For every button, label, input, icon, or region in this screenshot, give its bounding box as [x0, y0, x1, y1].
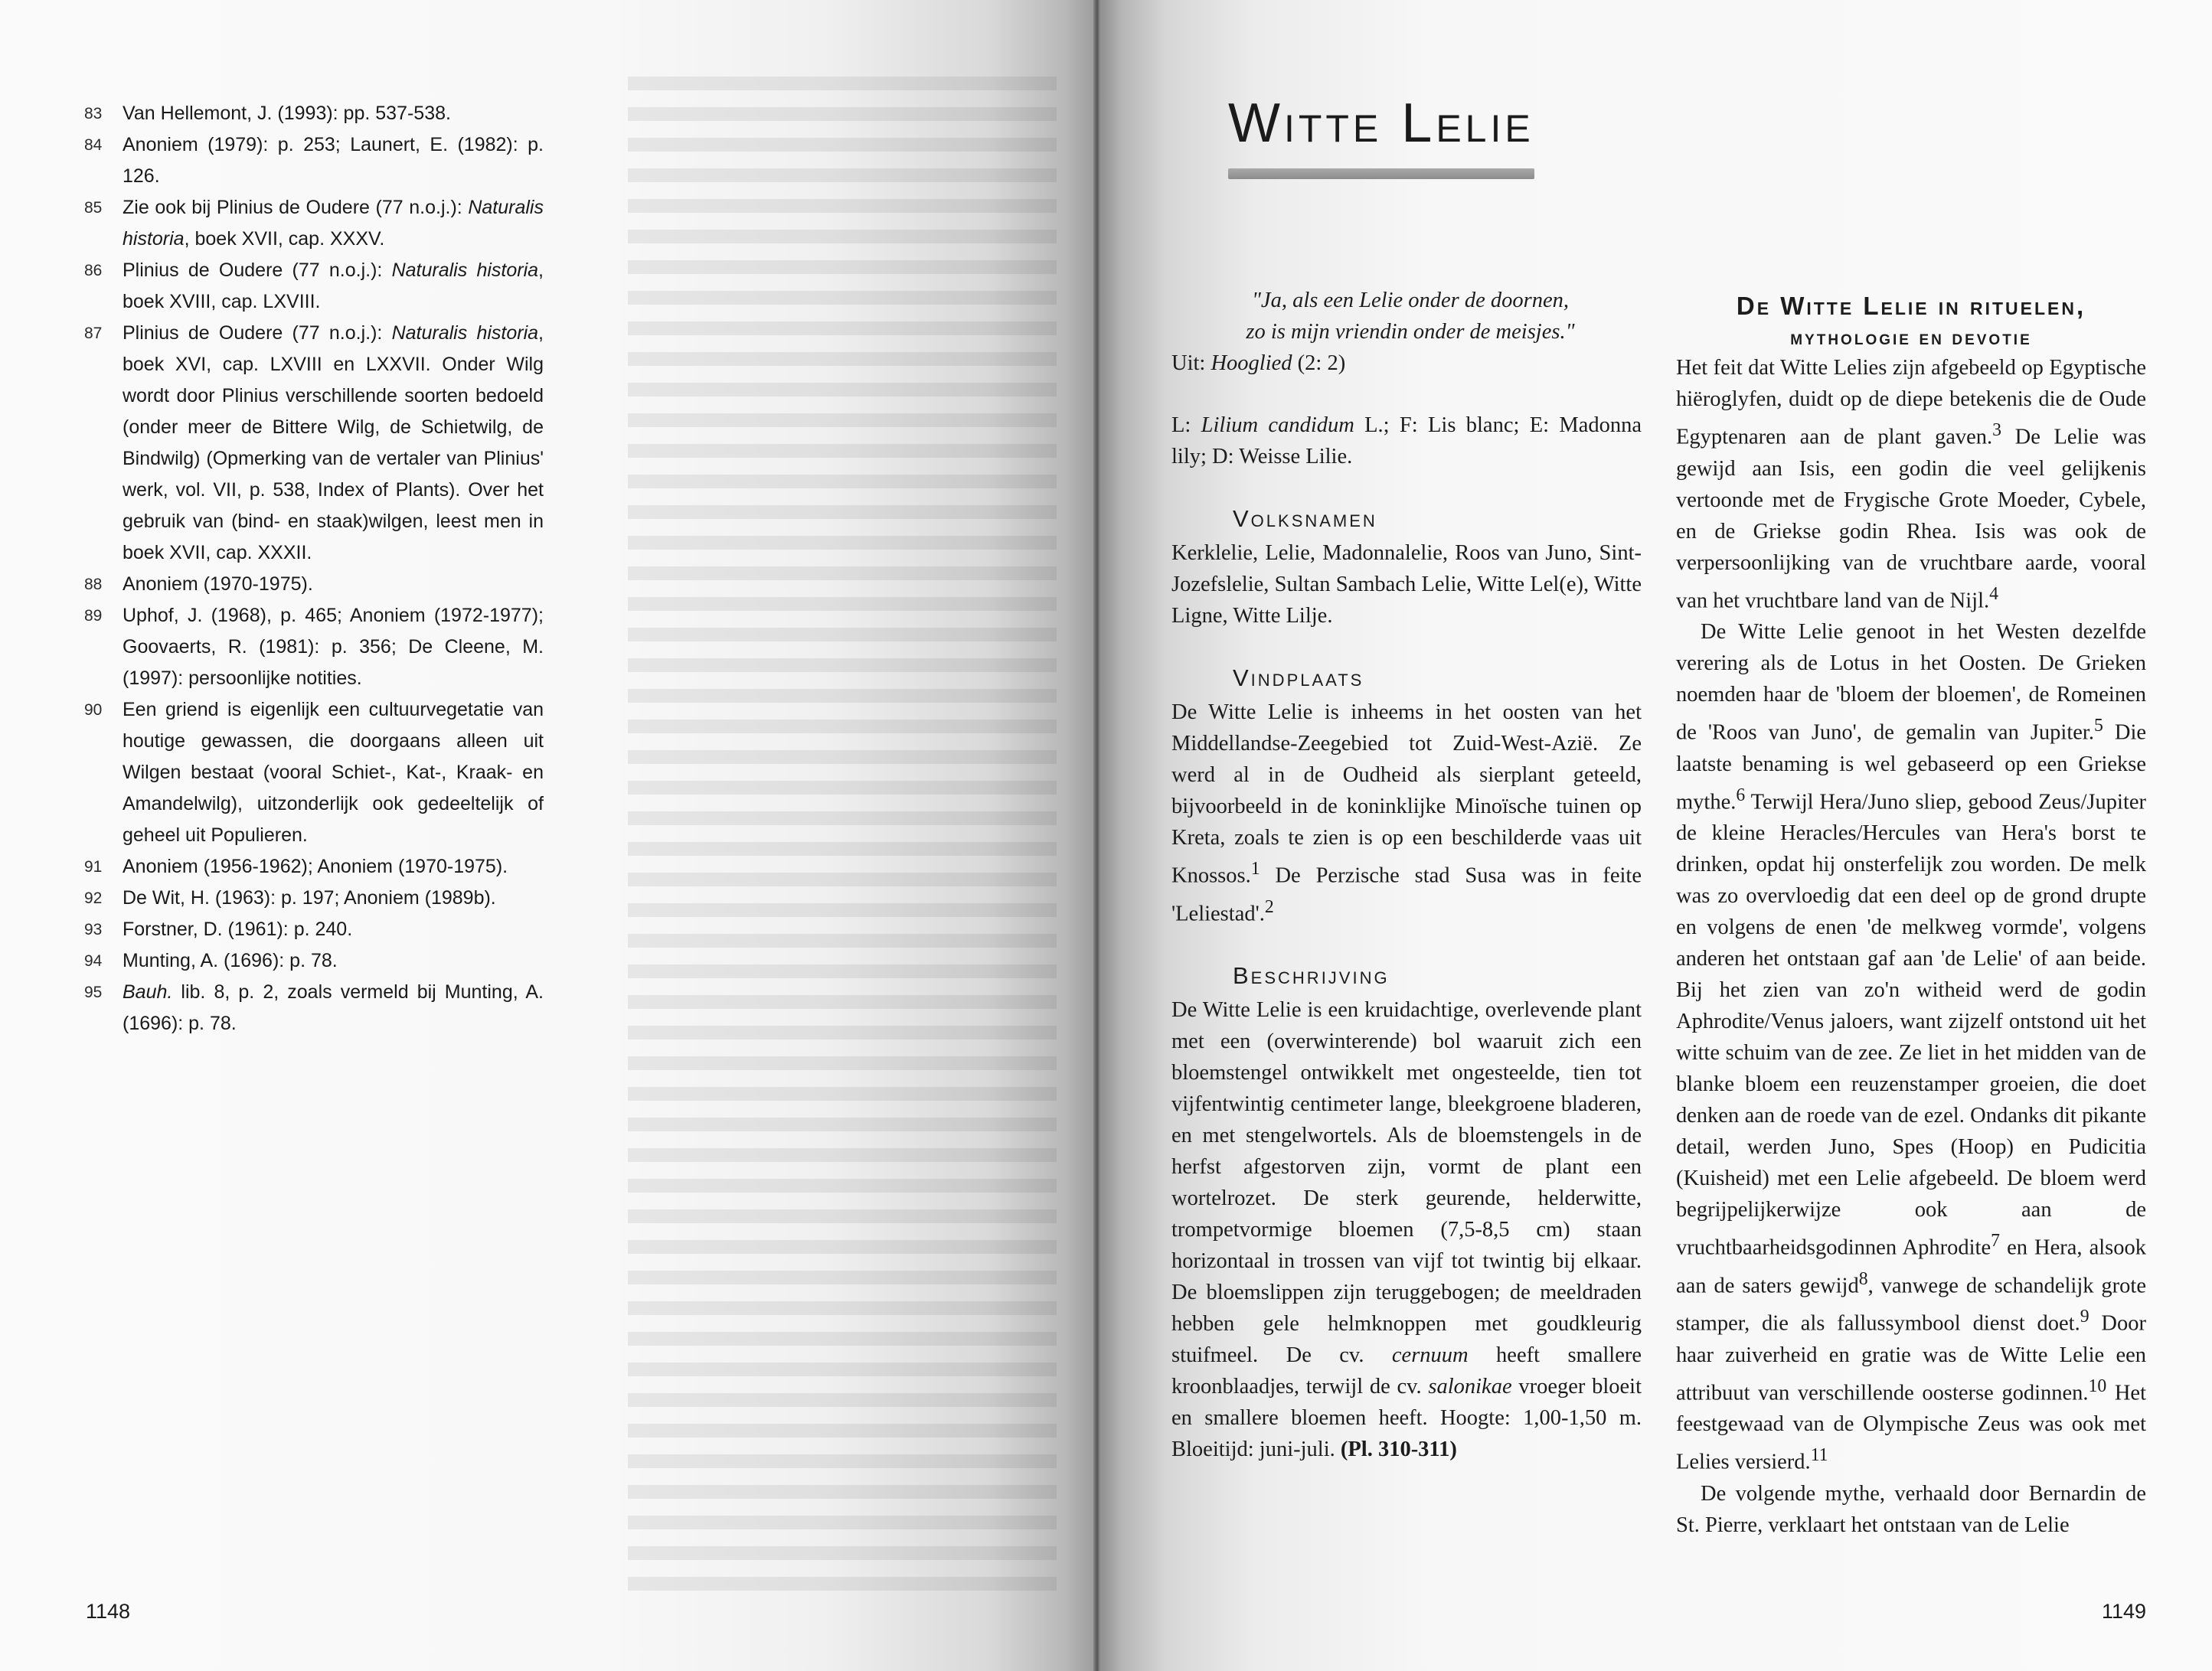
footnote-item: [84, 694, 544, 851]
paragraph-text: De Witte Lelie genoot in het Westen dezelfde verering als de Lotus in het Oosten. De Grieken noemden haar de 'bloem der bloemen', de Romeinen de 'Roos van Juno', de gemalin van Jupiter.: [1676, 620, 2146, 745]
footnote-item: [84, 914, 544, 945]
footnote-text: Forstner, D. (1961): p. 240.: [123, 919, 353, 940]
footnote-number: 87: [84, 325, 103, 342]
beschrijving-text: [1171, 994, 1642, 1465]
footnote-item: [84, 945, 544, 977]
footnote-text: De Wit, H. (1963): p. 197; Anoniem (1989b).: [123, 887, 496, 909]
epigraph-source-title: Hooglied: [1211, 351, 1292, 375]
footnote-text-before: Plinius de Oudere (77 n.o.j.):: [123, 322, 392, 344]
footnote-text: Anoniem (1970-1975).: [123, 573, 313, 595]
footnote-text: [123, 255, 544, 318]
beschrijving-text-2: heeft smallere kroonblaadjes, terwijl de cv.: [1171, 1343, 1642, 1398]
paragraph-text: De Lelie was gewijd aan Isis, een godin die veel gelijkenis vertoonde met de Frygische Grote Moeder, Cybele, en de Griekse godin Rhea. Isis was ook de verpersoonlijking van de vruchtbare aarde, vooral van het vruchtbare land van de Nijl.: [1676, 425, 2146, 612]
footnote-text-after: , boek XVII, cap. XXXV.: [184, 228, 385, 250]
latin-rest: L.; F: Lis blanc; E: Madonna lily; D: Weisse Lilie.: [1171, 413, 1642, 468]
footnote-ref: 10: [2088, 1376, 2107, 1396]
footnotes-list: [84, 98, 544, 1039]
footnote-item: [84, 883, 544, 914]
epigraph-source-label: Uit:: [1171, 351, 1211, 375]
footnote-item: [84, 977, 544, 1039]
beschrijving-text-3: vroeger bloeit en smallere bloemen heeft. Hoogte: 1,00-1,50 m. Bloeitijd: juni-juli.: [1171, 1375, 1642, 1461]
paragraph-text: Het feestgewaad van de Olympische Zeus was ook met Lelies versierd.: [1676, 1381, 2147, 1474]
rituelen-paragraph-3: De volgende mythe, verhaald door Bernardin de St. Pierre, verklaart het ontstaan van de Lelie: [1676, 1481, 2146, 1537]
epigraph-line-2: zo is mijn vriendin onder de meisjes.": [1246, 320, 1575, 344]
right-column-2: [1676, 289, 2146, 1541]
heading-rituelen-line-2: mythologie en devotie: [1790, 326, 2032, 349]
latin-names: [1171, 410, 1642, 472]
footnote-item: [84, 255, 544, 318]
latin-binomial: Lilium candidum: [1201, 413, 1354, 437]
footnote-item: [84, 569, 544, 600]
footnote-work-title: Bauh.: [123, 981, 173, 1003]
footnote-text: [123, 977, 544, 1039]
heading-rituelen-line-1: De Witte Lelie in rituelen,: [1736, 292, 2086, 320]
heading-vindplaats: Vindplaats: [1233, 664, 1364, 691]
title-rule: [1228, 168, 1534, 179]
plate-reference: (Pl. 310-311): [1340, 1438, 1457, 1461]
footnote-ref: 4: [1989, 583, 1999, 604]
footnote-item: [84, 600, 544, 694]
paragraph-text: en Hera, alsook aan de saters gewijd: [1676, 1235, 2146, 1297]
footnote-ref: 6: [1736, 785, 1746, 805]
footnote-ref: 3: [1992, 420, 2002, 440]
footnote-text: Uphof, J. (1968), p. 465; Anoniem (1972-1977); Goovaerts, R. (1981): p. 356; De Cleene, M. (1997): persoonlijke notities.: [123, 605, 544, 689]
footnote-text-before: Zie ook bij Plinius de Oudere (77 n.o.j.):: [123, 197, 469, 218]
footnote-item: [84, 192, 544, 255]
rituelen-paragraph-2: [1676, 616, 2146, 1478]
footnote-ref: 8: [1858, 1268, 1868, 1289]
footnote-text: [123, 318, 544, 569]
rituelen-paragraph-1: [1676, 352, 2146, 616]
footnote-ref: 9: [2080, 1307, 2089, 1327]
footnote-text-before: Plinius de Oudere (77 n.o.j.):: [123, 259, 392, 281]
footnote-text: [123, 192, 544, 255]
footnote-number: 85: [84, 199, 103, 217]
footnote-number: 91: [84, 858, 103, 876]
footnote-ref: 7: [1991, 1231, 2000, 1251]
footnote-text-after: lib. 8, p. 2, zoals vermeld bij Munting, A. (1696): p. 78.: [123, 981, 544, 1034]
footnote-number: 86: [84, 262, 103, 279]
footnote-number: 95: [84, 984, 103, 1001]
footnote-text-after: , boek XVI, cap. LXVIII en LXXVII. Onder Wilg wordt door Plinius verschillende soorten bedoeld (onder meer de Bittere Wilg, de Schietwilg, de Bindwilg) (Opmerking van de vertaler van Plinius' werk, vol. VII, p. 538, Index of Plants). Over het gebruik van (bind- en staak)wilgen, leest men in boek XVII, cap. XXXII.: [123, 322, 544, 563]
page-number-right: 1149: [2101, 1600, 2146, 1623]
vindplaats-text: [1171, 697, 1642, 929]
latin-prefix: L:: [1171, 413, 1201, 437]
heading-rituelen: [1676, 289, 2146, 352]
footnote-number: 90: [84, 701, 103, 719]
footnote-item: [84, 851, 544, 883]
footnote-text-after: , boek XVIII, cap. LXVIII.: [123, 259, 544, 312]
footnote-ref: 5: [2093, 716, 2103, 736]
cultivar-name: salonikae: [1428, 1375, 1512, 1398]
footnote-number: 94: [84, 952, 103, 970]
paragraph-text: Die laatste benaming is wel gebaseerd op een Griekse mythe.: [1676, 720, 2147, 814]
footnote-text: Munting, A. (1696): p. 78.: [123, 950, 338, 971]
footnote-number: 89: [84, 607, 103, 625]
paragraph-text: Terwijl Hera/Juno sliep, gebood Zeus/Jupiter de kleine Heracles/Hercules van Hera's borst te drinken, opdat hij onsterfelijk zou worden. De melk was zo overvloedig dat een deel op de grond drupte en volgens de enen 'de melkweg vormde', volgens anderen het ontstaan gaf aan 'de Lelie' of aan beide. Bij het zien van zo'n witheid werd de godin Aphrodite/Venus jaloers, want zijzelf ontstond uit het witte schuim van de zee. Ze liet in het midden van de blanke bloem een reuzenstamper groeien, die doet denken aan de roede van de ezel. Ondanks dit pikante detail, werden Juno, Spes (Hoop) en Pudicitia (Kuisheid) met een Lelie afgebeeld. De bloem werd begrijpelijkerwijze ook aan de vruchtbaarheidsgodinnen Aphrodite: [1676, 790, 2146, 1260]
footnote-work-title: Naturalis historia: [123, 197, 544, 250]
epigraph-source: [1171, 348, 1642, 379]
vindplaats-text-1: De Witte Lelie is inheems in het oosten van het Middellandse-Zeegebied tot Zuid-West-Azië. Ze werd al in de Oudheid als sierplant geteeld, bijvoorbeeld in de koninklijke Minoïsche tuinen op Kreta, zoals te zien is op een beschilderde vaas uit Knossos.: [1171, 700, 1642, 888]
paragraph-text: , vanwege de schandelijk grote stamper, die als fallussymbool dienst doet.: [1676, 1274, 2146, 1336]
epigraph-line-1: "Ja, als een Lelie onder de doornen,: [1251, 289, 1570, 312]
footnote-text: Van Hellemont, J. (1993): pp. 537-538.: [123, 103, 451, 124]
footnote-number: 84: [84, 136, 103, 154]
heading-volksnamen: Volksnamen: [1233, 505, 1377, 532]
paragraph-text: Door haar zuiverheid en gratie was de Witte Lelie een attribuut van verschillende oosterse godinnen.: [1676, 1311, 2146, 1405]
footnote-work-title: Naturalis historia: [391, 259, 539, 281]
footnote-ref: 1: [1250, 859, 1260, 879]
footnote-text: Anoniem (1979): p. 253; Launert, E. (1982): p. 126.: [123, 134, 544, 187]
footnote-ref: 2: [1264, 896, 1274, 917]
page-number-left: 1148: [86, 1600, 131, 1623]
footnote-item: [84, 318, 544, 569]
footnote-work-title: Naturalis historia: [391, 322, 539, 344]
cultivar-name: cernuum: [1391, 1343, 1469, 1367]
show-through-text: [628, 77, 1057, 1592]
footnote-number: 88: [84, 576, 103, 593]
footnote-ref: 11: [1810, 1445, 1828, 1465]
heading-beschrijving: Beschrijving: [1233, 962, 1390, 989]
vindplaats-text-2: De Perzische stad Susa was in feite 'Leliestad'.: [1171, 863, 1642, 925]
footnote-number: 83: [84, 105, 103, 122]
footnote-item: [84, 98, 544, 129]
chapter-title: Witte Lelie: [1228, 93, 1534, 154]
volksnamen-text: Kerklelie, Lelie, Madonnalelie, Roos van Juno, Sint-Jozefslelie, Sultan Sambach Lelie, Witte Lel(e), Witte Ligne, Witte Lilje.: [1171, 541, 1642, 628]
footnote-item: [84, 129, 544, 192]
footnote-number: 92: [84, 889, 103, 907]
footnote-number: 93: [84, 921, 103, 938]
right-column-1: [1171, 285, 1642, 1465]
beschrijving-text-1: De Witte Lelie is een kruidachtige, overlevende plant met een (overwinterende) bol waaruit zich een bloemstengel ontwikkelt met ongesteelde, tien tot vijfentwintig centimeter lange, bleekgroene bladeren, en met stengelwortels. Als de bloemstengels in de herfst afgestorven zijn, vormt de plant een wortelrozet. De sterk geurende, helderwitte, trompetvormige bloemen (7,5-8,5 cm) staan horizontaal in trossen van vijf tot twintig bij elkaar. De bloemslippen zijn teruggebogen; de meeldraden hebben gele helmknoppen met goudkleurig stuifmeel. De cv.: [1171, 998, 1642, 1367]
footnote-text: Een griend is eigenlijk een cultuurvegetatie van houtige gewassen, die doorgaans alleen uit Wilgen bestaat (vooral Schiet-, Kat-, Kraak- en Amandelwilg), uitzonderlijk ook gedeeltelijk of geheel uit Populieren.: [123, 699, 544, 846]
left-page: [0, 0, 1098, 1671]
epigraph-source-ref: (2: 2): [1292, 351, 1346, 375]
footnote-text: Anoniem (1956-1962); Anoniem (1970-1975).: [123, 856, 508, 877]
paragraph-text: Het feit dat Witte Lelies zijn afgebeeld op Egyptische hiëroglyfen, duidt op de diepe betekenis die de Oude Egyptenaren aan de plant gaven.: [1676, 356, 2146, 449]
